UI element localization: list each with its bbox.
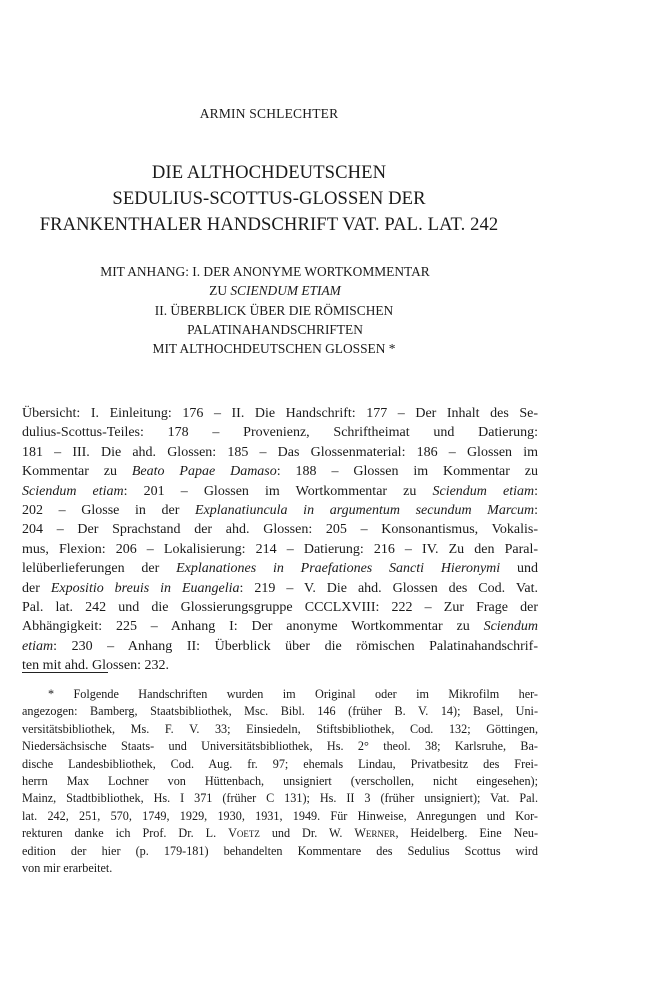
overview-paragraph <box>22 404 538 676</box>
footnote-line: * Folgende Handschriften wurden im Original oder im Mikrofilm her- <box>48 687 538 701</box>
text-run: Kommentar zu <box>22 464 132 480</box>
italic-run: etiam <box>22 638 54 654</box>
text-run: , Heidelberg. Eine Neu- <box>395 826 539 841</box>
italic-run: Sciendum etiam <box>432 483 535 499</box>
overview-line: 204 – Der Sprachstand der ahd. Glossen: 205 – Konsonantismus, Vokalis- <box>22 522 538 538</box>
italic-run: Beato Papae Damaso <box>131 464 277 480</box>
footnote-separator <box>22 672 108 673</box>
appendix-subtitle <box>0 262 538 358</box>
footnote <box>22 686 538 877</box>
footnote-line <box>22 825 538 842</box>
appendix-line: II. ÜBERBLICK ÜBER DIE RÖMISCHEN <box>154 302 394 318</box>
text-run: : 219 – V. Die ahd. Glossen des Cod. Vat. <box>239 580 538 596</box>
text-run: : <box>534 503 538 519</box>
overview-line <box>22 501 538 520</box>
text-run: : 230 – Anhang II: Überblick über die römischen Palatinahandschrif- <box>53 638 538 654</box>
appendix-line <box>0 281 538 300</box>
appendix-text: ZU <box>209 283 231 299</box>
text-run: 202 – Glosse in der <box>22 503 196 519</box>
footnote-line: edition der hier (p. 179-181) behandelten Kommentare des Sedulius Scottus wird <box>22 843 538 858</box>
italic-run: Expositio breuis in Euangelia <box>50 580 240 596</box>
overview-line: mus, Flexion: 206 – Lokalisierung: 214 – Datierung: 216 – IV. Zu den Paral- <box>22 541 538 557</box>
appendix-line: MIT ALTHOCHDEUTSCHEN GLOSSEN * <box>152 341 396 357</box>
small-caps-name: Voetz <box>228 826 260 841</box>
footnote-line: dische Landesbibliothek, Cod. Aug. fr. 97; ehemals Lindau, Privatbesitz des Frei- <box>22 756 538 771</box>
italic-run: Sciendum <box>483 619 538 635</box>
text-run: rekturen danke ich Prof. Dr. L. <box>22 826 229 841</box>
footnote-line: Niedersächsische Staats- und Universitätsbibliothek, Hs. 2° theol. 38; Karlsruhe, Ba- <box>22 739 538 754</box>
overview-line <box>22 482 538 501</box>
author-name: ARMIN SCHLECHTER <box>199 106 339 121</box>
overview-line <box>22 462 538 481</box>
overview-line: dulius-Scottus-Teiles: 178 – Provenienz, Schriftheimat und Datierung: <box>22 425 538 441</box>
overview-line <box>22 617 538 636</box>
overview-line: Übersicht: I. Einleitung: 176 – II. Die Handschrift: 177 – Der Inhalt des Se- <box>22 406 538 421</box>
overview-line: Pal. lat. 242 und die Glossierungsgruppe CCCLXVIII: 222 – Zur Frage der <box>22 600 538 616</box>
footnote-line: Mainz, Stadtbibliothek, Hs. I 371 (früher C 131); Hs. II 3 (früher unsigniert); Vat. Pal. <box>22 791 538 806</box>
footnote-line: herrn Max Lochner von Hüttenbach, unsigniert (verschollen, nicht eingesehen); <box>22 774 538 789</box>
text-run: und Dr. W. <box>259 826 355 841</box>
overview-line <box>22 637 538 656</box>
title-line: FRANKENTHALER HANDSCHRIFT VAT. PAL. LAT. 242 <box>39 214 499 235</box>
text-run: lelüberlieferungen der <box>22 561 177 577</box>
text-run: : <box>534 483 539 499</box>
text-run: der <box>22 580 51 596</box>
footnote-line: von mir erarbeitet. <box>22 861 113 876</box>
footnote-line: lat. 242, 251, 570, 1749, 1929, 1930, 1931, 1949. Für Hinweise, Anregungen und Kor- <box>22 808 538 823</box>
italic-run: Explanationes in Praefationes Sancti Hieronymi <box>176 561 501 577</box>
appendix-italic: SCIENDUM ETIAM <box>230 283 341 299</box>
title-line: DIE ALTHOCHDEUTSCHEN <box>151 162 387 183</box>
overview-line <box>22 579 538 598</box>
text-run: und <box>500 561 538 577</box>
small-caps-name: Werner <box>354 826 396 841</box>
italic-run: Sciendum etiam <box>22 483 124 499</box>
article-title <box>0 160 538 238</box>
overview-line: ten mit ahd. Glossen: 232. <box>22 658 169 674</box>
title-line: SEDULIUS-SCOTTUS-GLOSSEN DER <box>112 188 426 209</box>
overview-line: 181 – III. Die ahd. Glossen: 185 – Das Glossenmaterial: 186 – Glossen im <box>22 444 538 460</box>
footnote-line: angezogen: Bamberg, Staatsbibliothek, Msc. Bibl. 146 (früher B. V. 14); Basel, Uni- <box>22 704 538 719</box>
italic-run: Explanatiuncula in argumentum secundum Marcum <box>195 503 535 519</box>
footnote-line: versitätsbibliothek, Ms. F. V. 33; Einsiedeln, Stiftsbibliothek, Cod. 132; Göttingen, <box>22 721 538 736</box>
overview-line <box>22 559 538 578</box>
text-run: : 201 – Glossen im Wortkommentar zu <box>123 483 433 499</box>
appendix-line: PALATINAHANDSCHRIFTEN <box>187 321 363 337</box>
text-run: Abhängigkeit: 225 – Anhang I: Der anonyme Wortkommentar zu <box>22 619 484 635</box>
appendix-line: MIT ANHANG: I. DER ANONYME WORTKOMMENTAR <box>100 264 430 279</box>
text-run: : 188 – Glossen im Kommentar zu <box>276 464 538 480</box>
